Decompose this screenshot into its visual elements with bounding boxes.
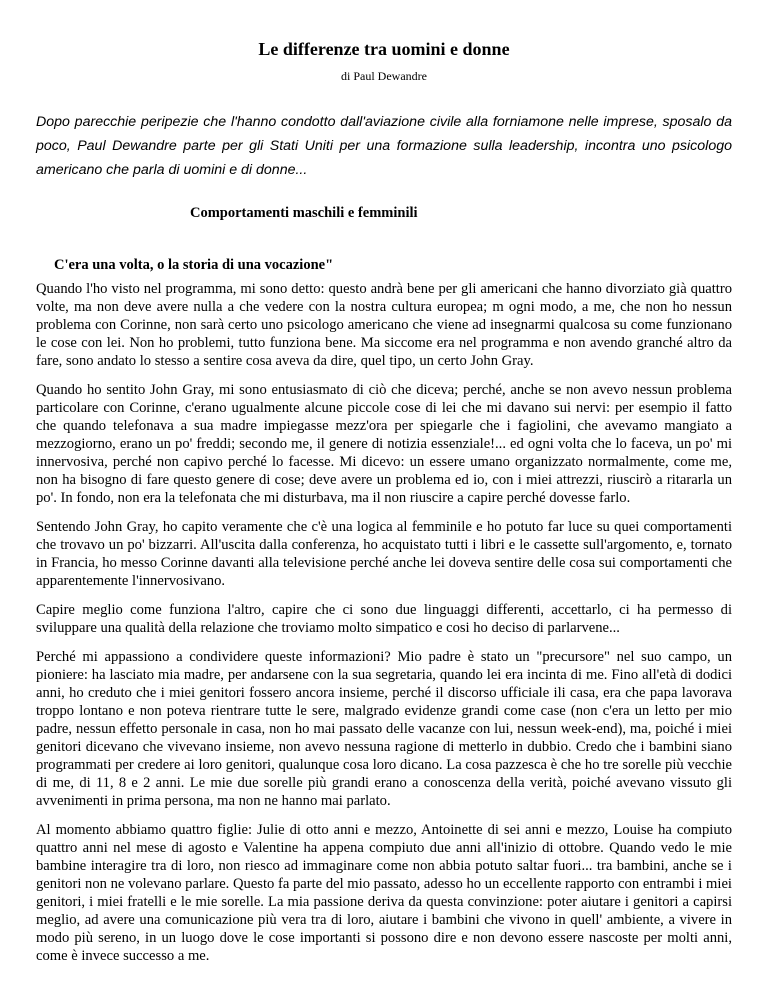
body-paragraph: Al momento abbiamo quattro figlie: Julie di otto anni e mezzo, Antoinette di sei anni e mezzo, Louise ha compiuto quattro anni nel mese di agosto e Valentine ha appena compiuto due anni all'inizio di ottobre. Quando vedo le mie bambine interagire tra di loro, non riesco ad immaginare come non abbia potuto saltar fuori... tra bambini, anche se i genitori non ne volevano parlare. Questo fa parte del mio passato, adesso ho un eccellente rapporto con entrambi i miei genitori, i miei fratelli e le mie sorelle. La mia passione deriva da questa convinzione: poter aiutare i genitori a capirsi meglio, ad avere una comunicazione più vera tra di loro, aiutare i bambini che vivono in quell' ambiente, a vivere in modo più sereno, in un luogo dove le cose importanti si possono dire e non devono essere nascoste per molti anni, come è invece successo a me. bbox=[36, 822, 732, 964]
author-byline: di Paul Dewandre bbox=[341, 69, 427, 83]
body-paragraph: Capire meglio come funziona l'altro, capire che ci sono due linguaggi differenti, accettarlo, ci ha permesso di sviluppare una qualità della relazione che troviamo molto simpatico e cosi ho deciso di parlarvene... bbox=[36, 602, 732, 636]
body-text bbox=[36, 280, 732, 976]
body-paragraph: Quando ho sentito John Gray, mi sono entusiasmato di ciò che diceva; perché, anche se non avevo nessun problema particolare con Corinne, c'erano ugualmente alcune piccole cose di lei che mi davano sui nervi: per esempio il fatto che quando telefonava a sua madre impiegasse mezz'ora per spiegarle che i fagiolini, che avevamo mangiato a mezzogiorno, erano un po' freddi; secondo me, il genere di notizia essenziale!... ed ogni volta che lo faceva, un po' mi innervosiva, perché non capivo perché lo facesse. Mi dicevo: un essere umano organizzato normalmente, come me, non ha bisogno di fare questo genere di cose; deve avere un problema ed io, con i miei attrezzi, riuscirò a ritararla un po'. In fondo, non era la telefonata che mi disturbava, ma il non riuscire a capire perché dovesse farlo. bbox=[36, 382, 732, 506]
body-paragraph: Quando l'ho visto nel programma, mi sono detto: questo andrà bene per gli americani che hanno divorziato già quattro volte, ma non deve avere nulla a che vedere con la nostra cultura europea; m ogni modo, a me, che non ho nessun problema con Corinne, non sarà certo uno psicologo americano che viene ad insegnarmi qualcosa su come funzionano le cose con lei. Non ho problemi, tutto funziona bene. Ma siccome era nel programma e non avendo granché altro da fare, sono andato lo stesso a sentire cosa aveva da dire, quel tipo, un certo John Gray. bbox=[36, 281, 732, 369]
document-title: Le differenze tra uomini e donne bbox=[258, 39, 510, 59]
intro-paragraph: Dopo parecchie peripezie che l'hanno condotto dall'aviazione civile alla forniamone nelle imprese, sposalo da poco, Paul Dewandre parte per gli Stati Uniti per una formazione sulla leadership, incontra uno psicologo americano che parla di uomini e di donne... bbox=[36, 114, 732, 178]
body-paragraph: Perché mi appassiono a condividere queste informazioni? Mio padre è stato un "precursore" nel suo campo, un pioniere: ha lasciato mia madre, per andarsene con la sua segretaria, quando lei era incinta di me. Fino all'età di dodici anni, ho creduto che i miei genitori fossero ancora insieme, perché il discorso ufficiale ili casa, era che papa lavorava troppo lontano e non poteva rientrare tutte le sere, malgrado evidenze grandi come case (non c'era un letto per mio padre, nessun effetto personale in casa, non ho mai passato delle vacanze con lui, nessun week-end), ma, poiché i miei genitori dicevano che vivevano insieme, non avevo nessuna ragione di metterlo in dubbio. Credo che i bambini siano programmati per credere ai loro genitori, qualunque cosa loro dicano. La cosa pazzesca è che ho tre sorelle più vecchie di me, di 11, 8 e 2 anni. Le mie due sorelle più grandi erano a conoscenza della verità, poiché avevano vissuto gli avvenimenti in prima persona, ma non ne hanno mai parlato. bbox=[36, 649, 732, 809]
subsection-heading: C'era una volta, o la storia di una vocazione" bbox=[54, 257, 334, 273]
section-heading: Comportamenti maschili e femminili bbox=[190, 205, 418, 221]
body-paragraph: Sentendo John Gray, ho capito veramente che c'è una logica al femminile e ho potuto far luce su quei comportamenti che trovavo un po' bizzarri. All'uscita dalla conferenza, ho acquistato tutti i libri e le cassette sull'argomento, e, tornato in Francia, ho messo Corinne davanti alla televisione perché anche lei doveva sentire delle cosa sui comportamenti che apparentemente l'innervosivano. bbox=[36, 519, 732, 589]
